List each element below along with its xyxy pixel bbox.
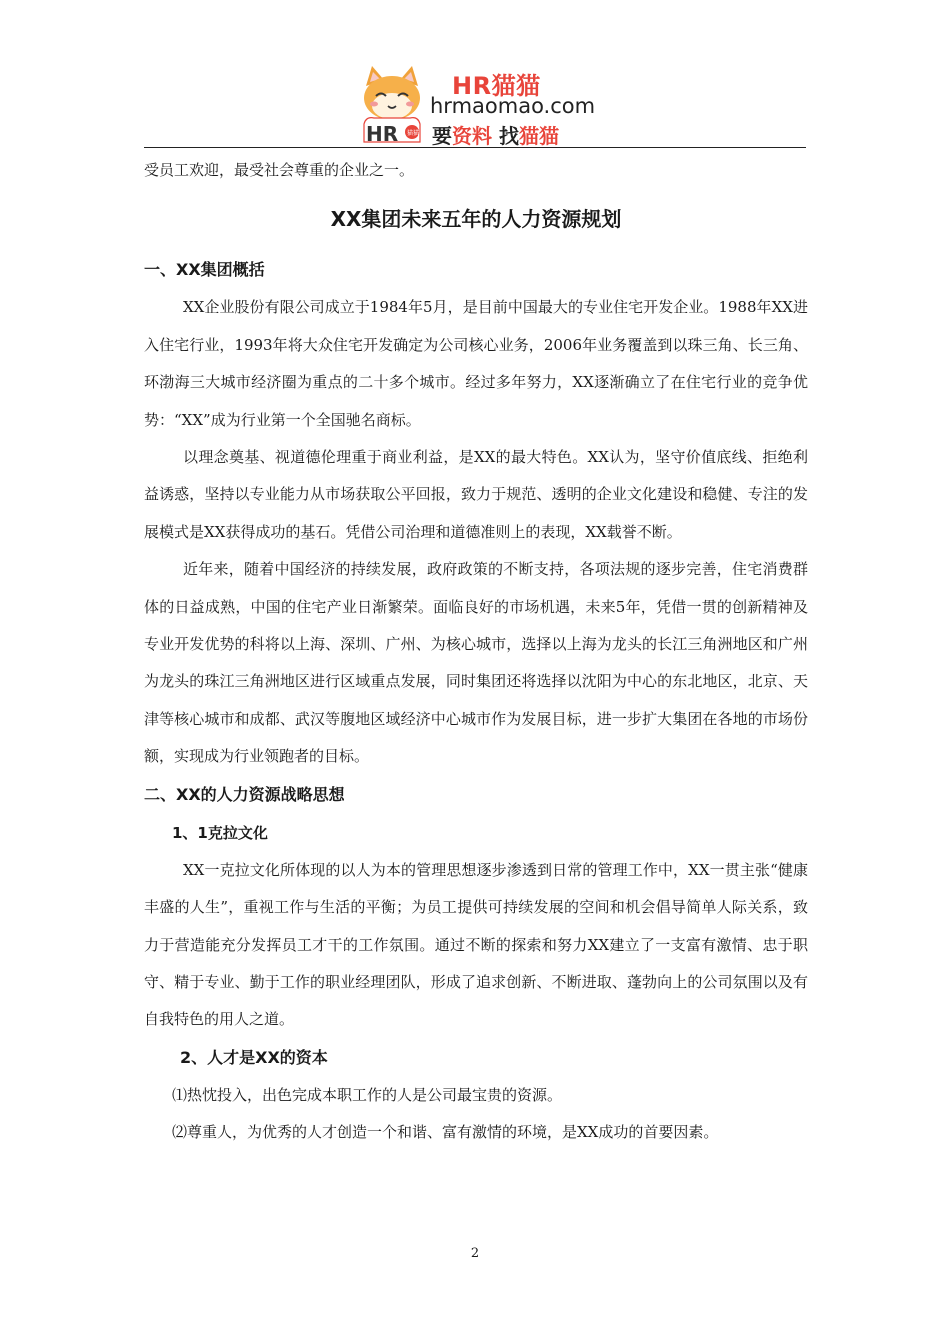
svg-text:猫猫: 猫猫 <box>407 130 420 137</box>
paragraph: XX一克拉文化所体现的以人为本的管理思想逐步渗透到日常的管理工作中，XX一贯主张“健康丰盛的人生”，重视工作与生活的平衡；为员工提供可持续发展的空间和机会倡导简单人际关系，致力于营造能充分发挥员工才干的工作氛围。通过不断的探索和努力XX建立了一支富有激情、忠于职守、精于专业、勤于工作的职业经理团队，形成了追求创新、不断进取、蓬勃向上的公司氛围以及有自我特色的用人之道。 <box>144 860 808 1029</box>
list-item: ⑴热忱投入，出色完成本职工作的人是公司最宝贵的资源。 <box>172 1085 563 1104</box>
page-number: 2 <box>470 1246 480 1261</box>
section-heading-hr-strategy: 二、XX的人力资源战略思想 <box>144 784 345 804</box>
document-body <box>144 152 808 1152</box>
paragraph: 近年来，随着中国经济的持续发展，政府政策的不断支持，各项法规的逐步完善，住宅消费群体的日益成熟，中国的住宅产业日渐繁荣。面临良好的市场机遇，未来5年，凭借一贯的创新精神及专业开发优势的科将以上海、深圳、广州、为核心城市，选择以上海为龙头的长江三角洲地区和广州为龙头的珠江三角洲地区进行区域重点发展，同时集团还将选择以沈阳为中心的东北地区，北京、天津等核心城市和成都、武汉等腹地区域经济中心城市作为发展目标，进一步扩大集团在各地的市场份额，实现成为行业领跑者的目标。 <box>144 560 808 766</box>
hrmaomao-logo <box>356 64 596 146</box>
subsection-heading-culture: 1、1克拉文化 <box>172 823 268 842</box>
logo-slogan: 要资料 找猫猫 <box>432 124 559 148</box>
document-title: XX集团未来五年的人力资源规划 <box>330 207 622 232</box>
header-divider <box>144 147 806 148</box>
subsection-heading-talent: 2、人才是XX的资本 <box>180 1047 328 1067</box>
continuation-text: 受员工欢迎，最受社会尊重的企业之一。 <box>144 161 415 179</box>
svg-text:HR: HR <box>366 122 399 146</box>
paragraph: 以理念奠基、视道德伦理重于商业利益，是XX的最大特色。XX认为，坚守价值底线、拒绝利益诱惑，坚持以专业能力从市场获取公平回报，致力于规范、透明的企业文化建设和稳健、专注的发展模式是XX获得成功的基石。凭借公司治理和道德准则上的表现，XX载誉不断。 <box>144 448 808 541</box>
cat-mascot-icon <box>356 64 428 146</box>
logo-brand-name: HR猫猫 <box>452 72 541 100</box>
logo-url: hrmaomao.com <box>430 94 596 118</box>
list-item: ⑵尊重人，为优秀的人才创造一个和谐、富有激情的环境，是XX成功的首要因素。 <box>172 1123 719 1142</box>
section-heading-overview: 一、XX集团概括 <box>144 260 265 280</box>
paragraph: XX企业股份有限公司成立于1984年5月，是目前中国最大的专业住宅开发企业。1988年XX进入住宅行业，1993年将大众住宅开发确定为公司核心业务，2006年业务覆盖到以珠三角、长三角、环渤海三大城市经济圈为重点的二十多个城市。经过多年努力，XX逐渐确立了在住宅行业的竞争优势：“XX”成为行业第一个全国驰名商标。 <box>144 298 808 429</box>
